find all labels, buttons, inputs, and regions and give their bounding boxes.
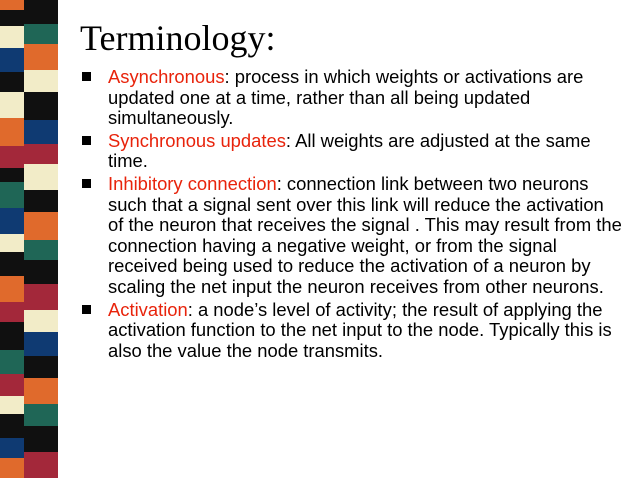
bullet-asynchronous (82, 67, 622, 129)
stripe-band (24, 332, 58, 356)
bullet-activation (82, 300, 622, 362)
square-bullet-icon (82, 179, 91, 188)
stripe-band (0, 396, 24, 414)
stripe-band (24, 452, 58, 478)
bullet-inhibitory-connection (82, 174, 622, 298)
stripe-band (24, 70, 58, 92)
term-asynchronous: Asynchronous (108, 66, 225, 87)
definition-inhibitory-connection: : connection link between two neurons such that a signal sent over this link will reduce the activation of the neuron that receives the signal . This may result from the connection having a negative weight, or from the signal received being used to reduce the activation of a neuron by scaling the net input the neuron receives from other neurons. (108, 172, 622, 297)
stripe-column-left (0, 0, 24, 478)
stripe-band (0, 302, 24, 322)
stripe-band (24, 240, 58, 260)
decorative-stripe-border (0, 0, 58, 478)
term-inhibitory-connection: Inhibitory connection (108, 172, 277, 194)
stripe-band (24, 190, 58, 212)
stripe-band (0, 234, 24, 252)
slide-title: Terminology: (80, 18, 276, 58)
stripe-band (24, 356, 58, 378)
term-synchronous-updates: Synchronous updates (108, 129, 286, 151)
stripe-band (0, 374, 24, 396)
stripe-band (24, 426, 58, 452)
stripe-band (0, 322, 24, 350)
stripe-band (24, 212, 58, 240)
stripe-band (0, 438, 24, 458)
stripe-band (24, 284, 58, 310)
stripe-band (24, 378, 58, 404)
stripe-band (24, 120, 58, 144)
stripe-band (0, 252, 24, 276)
stripe-band (0, 458, 24, 478)
stripe-column-right (24, 0, 58, 478)
definition-synchronous-updates: : All weights are adjusted at the same time. (108, 129, 591, 172)
stripe-band (0, 414, 24, 438)
stripe-band (24, 92, 58, 120)
stripe-band (0, 208, 24, 234)
bullet-list (82, 67, 622, 363)
stripe-band (0, 146, 24, 168)
stripe-band (24, 0, 58, 24)
stripe-band (24, 44, 58, 70)
stripe-band (0, 0, 24, 10)
square-bullet-icon (82, 305, 91, 314)
stripe-band (0, 168, 24, 182)
stripe-band (24, 24, 58, 44)
stripe-band (24, 404, 58, 426)
stripe-band (0, 72, 24, 92)
stripe-band (0, 48, 24, 72)
bullet-synchronous-updates (82, 131, 622, 172)
stripe-band (0, 26, 24, 48)
stripe-band (0, 118, 24, 146)
stripe-band (24, 164, 58, 190)
square-bullet-icon (82, 72, 91, 81)
stripe-band (0, 276, 24, 302)
stripe-band (24, 144, 58, 164)
square-bullet-icon (82, 136, 91, 145)
definition-asynchronous: : process in which weights or activations are updated one at a time, rather than all being updated simultaneously. (108, 66, 584, 129)
term-activation: Activation (108, 298, 188, 320)
definition-activation: : a node’s level of activity; the result of applying the activation function to the net input to the node. Typically this is also the value the node transmits. (108, 298, 612, 361)
stripe-band (0, 350, 24, 374)
stripe-band (24, 310, 58, 332)
stripe-band (24, 260, 58, 284)
stripe-band (0, 92, 24, 118)
stripe-band (0, 182, 24, 208)
stripe-band (0, 10, 24, 26)
